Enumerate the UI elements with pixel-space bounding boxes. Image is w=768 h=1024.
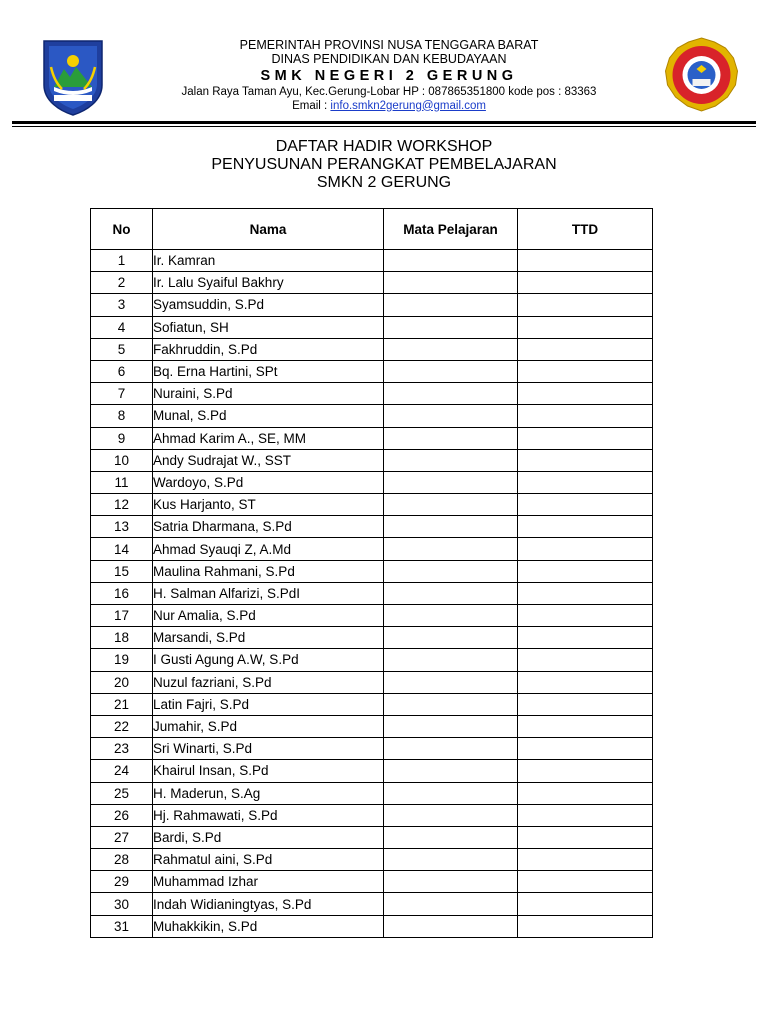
signature-cell[interactable] [518,871,653,893]
subject-cell[interactable] [384,294,518,316]
participant-name: Nur Amalia, S.Pd [153,605,384,627]
subject-cell[interactable] [384,760,518,782]
table-row [91,826,653,848]
participant-name: Muhammad Izhar [153,871,384,893]
subject-cell[interactable] [384,605,518,627]
signature-cell[interactable] [518,471,653,493]
row-number: 19 [91,649,153,671]
participant-name: Nuzul fazriani, S.Pd [153,671,384,693]
table-row [91,405,653,427]
participant-name: Khairul Insan, S.Pd [153,760,384,782]
row-number: 4 [91,316,153,338]
subject-cell[interactable] [384,627,518,649]
row-number: 15 [91,560,153,582]
table-row [91,782,653,804]
row-number: 17 [91,605,153,627]
subject-cell[interactable] [384,915,518,937]
participant-name: I Gusti Agung A.W, S.Pd [153,649,384,671]
signature-cell[interactable] [518,782,653,804]
signature-cell[interactable] [518,804,653,826]
subject-cell[interactable] [384,272,518,294]
table-row [91,760,653,782]
row-number: 5 [91,338,153,360]
signature-cell[interactable] [518,516,653,538]
signature-cell[interactable] [518,272,653,294]
subject-cell[interactable] [384,649,518,671]
participant-name: Syamsuddin, S.Pd [153,294,384,316]
row-number: 25 [91,782,153,804]
table-row [91,715,653,737]
header-mata-pelajaran: Mata Pelajaran [384,209,518,250]
subject-cell[interactable] [384,516,518,538]
signature-cell[interactable] [518,715,653,737]
row-number: 16 [91,582,153,604]
participant-name: Munal, S.Pd [153,405,384,427]
signature-cell[interactable] [518,693,653,715]
row-number: 6 [91,360,153,382]
subject-cell[interactable] [384,449,518,471]
table-row [91,582,653,604]
table-header-row [91,209,653,250]
row-number: 18 [91,627,153,649]
subject-cell[interactable] [384,538,518,560]
subject-cell[interactable] [384,360,518,382]
table-row [91,494,653,516]
participant-name: Marsandi, S.Pd [153,627,384,649]
table-row [91,516,653,538]
row-number: 14 [91,538,153,560]
subject-cell[interactable] [384,849,518,871]
table-row [91,893,653,915]
participant-name: Kus Harjanto, ST [153,494,384,516]
email-line [120,100,658,114]
letterhead [120,38,658,113]
participant-name: Ir. Lalu Syaiful Bakhry [153,272,384,294]
row-number: 28 [91,849,153,871]
table-row [91,693,653,715]
signature-cell[interactable] [518,582,653,604]
subject-cell[interactable] [384,826,518,848]
table-row [91,316,653,338]
participant-name: Nuraini, S.Pd [153,383,384,405]
subject-cell[interactable] [384,427,518,449]
subject-cell[interactable] [384,893,518,915]
participant-name: Rahmatul aini, S.Pd [153,849,384,871]
table-row [91,538,653,560]
signature-cell[interactable] [518,627,653,649]
participant-name: Bardi, S.Pd [153,826,384,848]
table-row [91,871,653,893]
table-row [91,360,653,382]
table-row [91,471,653,493]
subject-cell[interactable] [384,471,518,493]
header-no: No [91,209,153,250]
signature-cell[interactable] [518,826,653,848]
participant-name: Fakhruddin, S.Pd [153,338,384,360]
row-number: 22 [91,715,153,737]
row-number: 30 [91,893,153,915]
subject-cell[interactable] [384,693,518,715]
table-row [91,560,653,582]
row-number: 21 [91,693,153,715]
school-emblem-icon [651,37,752,113]
table-row [91,804,653,826]
table-row [91,427,653,449]
table-row [91,449,653,471]
table-row [91,627,653,649]
header-ttd: TTD [518,209,653,250]
participant-name: Sri Winarti, S.Pd [153,738,384,760]
government-name: PEMERINTAH PROVINSI NUSA TENGGARA BARAT [239,38,539,52]
signature-cell[interactable] [518,316,653,338]
letterhead-divider-thick [12,121,756,124]
participant-name: Wardoyo, S.Pd [153,471,384,493]
row-number: 3 [91,294,153,316]
participant-name: Satria Dharmana, S.Pd [153,516,384,538]
row-number: 2 [91,272,153,294]
subject-cell[interactable] [384,494,518,516]
school-name: SMK NEGERI 2 GERUNG [260,68,518,84]
signature-cell[interactable] [518,449,653,471]
row-number: 12 [91,494,153,516]
participant-name: Indah Widianingtyas, S.Pd [153,893,384,915]
table-row [91,605,653,627]
signature-cell[interactable] [518,427,653,449]
title-line-2: PENYUSUNAN PERANGKAT PEMBELAJARAN [211,156,557,173]
signature-cell[interactable] [518,605,653,627]
participant-name: Andy Sudrajat W., SST [153,449,384,471]
row-number: 26 [91,804,153,826]
signature-cell[interactable] [518,338,653,360]
participant-name: Bq. Erna Hartini, SPt [153,360,384,382]
document-title [0,138,768,192]
row-number: 9 [91,427,153,449]
table-row [91,383,653,405]
signature-cell[interactable] [518,738,653,760]
title-line-3: SMKN 2 GERUNG [316,174,452,191]
subject-cell[interactable] [384,316,518,338]
participant-name: Latin Fajri, S.Pd [153,693,384,715]
table-row [91,738,653,760]
participant-name: Hj. Rahmawati, S.Pd [153,804,384,826]
row-number: 8 [91,405,153,427]
subject-cell[interactable] [384,671,518,693]
signature-cell[interactable] [518,405,653,427]
department-name: DINAS PENDIDIKAN DAN KEBUDAYAAN [271,52,507,66]
subject-cell[interactable] [384,782,518,804]
signature-cell[interactable] [518,760,653,782]
table-row [91,649,653,671]
table-row [91,915,653,937]
table-row [91,671,653,693]
signature-cell[interactable] [518,250,653,272]
subject-cell[interactable] [384,338,518,360]
table-row [91,338,653,360]
school-address: Jalan Raya Taman Ayu, Kec.Gerung-Lobar HP : 087865351800 kode pos : 83363 [181,86,597,98]
signature-cell[interactable] [518,915,653,937]
subject-cell[interactable] [384,582,518,604]
signature-cell[interactable] [518,294,653,316]
signature-cell[interactable] [518,560,653,582]
signature-cell[interactable] [518,671,653,693]
row-number: 27 [91,826,153,848]
subject-cell[interactable] [384,405,518,427]
table-body [91,250,653,938]
signature-cell[interactable] [518,538,653,560]
email-label: Email : [292,99,331,112]
participant-name: H. Maderun, S.Ag [153,782,384,804]
subject-cell[interactable] [384,383,518,405]
signature-cell[interactable] [518,360,653,382]
table-row [91,849,653,871]
row-number: 7 [91,383,153,405]
row-number: 31 [91,915,153,937]
email-link[interactable]: info.smkn2gerung@gmail.com [330,99,486,112]
table-row [91,272,653,294]
subject-cell[interactable] [384,715,518,737]
participant-name: Ahmad Syauqi Z, A.Md [153,538,384,560]
row-number: 13 [91,516,153,538]
signature-cell[interactable] [518,494,653,516]
subject-cell[interactable] [384,871,518,893]
participant-name: Sofiatun, SH [153,316,384,338]
participant-name: Maulina Rahmani, S.Pd [153,560,384,582]
row-number: 1 [91,250,153,272]
attendance-table [90,208,653,938]
row-number: 29 [91,871,153,893]
row-number: 24 [91,760,153,782]
participant-name: Ir. Kamran [153,250,384,272]
subject-cell[interactable] [384,804,518,826]
subject-cell[interactable] [384,560,518,582]
row-number: 23 [91,738,153,760]
participant-name: Muhakkikin, S.Pd [153,915,384,937]
signature-cell[interactable] [518,383,653,405]
letterhead-divider-thin [12,126,756,127]
signature-cell[interactable] [518,849,653,871]
participant-name: H. Salman Alfarizi, S.PdI [153,582,384,604]
title-line-1: DAFTAR HADIR WORKSHOP [275,138,493,155]
participant-name: Ahmad Karim A., SE, MM [153,427,384,449]
subject-cell[interactable] [384,250,518,272]
row-number: 10 [91,449,153,471]
row-number: 11 [91,471,153,493]
signature-cell[interactable] [518,649,653,671]
table-row [91,294,653,316]
participant-name: Jumahir, S.Pd [153,715,384,737]
header-nama: Nama [153,209,384,250]
row-number: 20 [91,671,153,693]
signature-cell[interactable] [518,893,653,915]
provincial-crest-icon [40,37,106,117]
subject-cell[interactable] [384,738,518,760]
table-row [91,250,653,272]
